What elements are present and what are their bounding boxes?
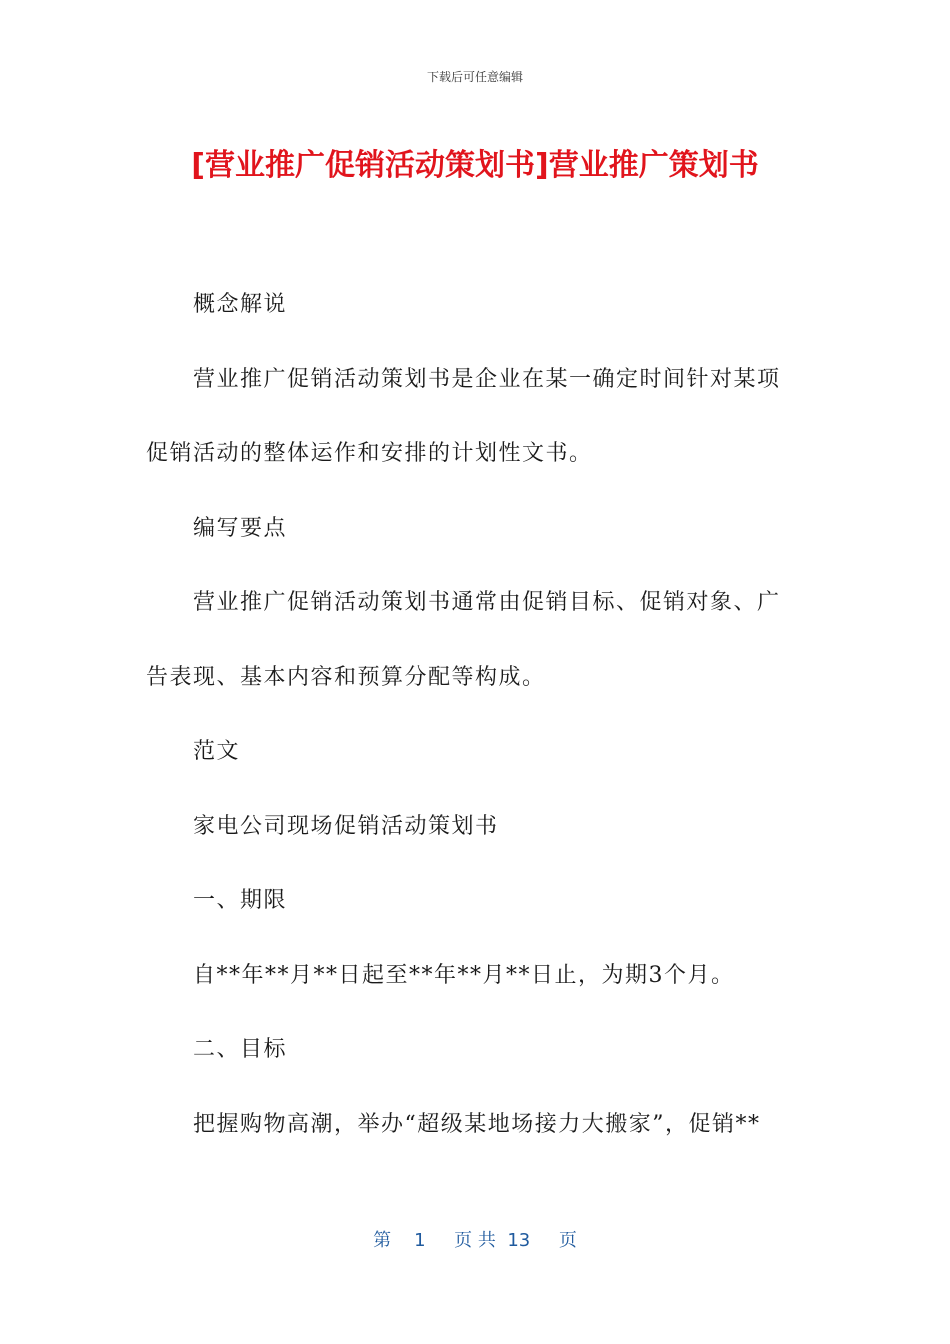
paragraph: 范文 (193, 739, 241, 764)
paragraph: 自**年**月**日起至**年**月**日止，为期3个月。 (193, 962, 735, 988)
document-body (146, 268, 796, 1162)
page-footer (0, 1226, 950, 1252)
paragraph: 编写要点 (193, 515, 288, 541)
footer-page-label: 第 (373, 1230, 392, 1251)
footer-total-pages: 13 (507, 1230, 531, 1251)
paragraph: 营业推广促销活动策划书通常由促销目标、促销对象、广告表现、基本内容和预算分配等构成。 (146, 590, 781, 690)
paragraph: 营业推广促销活动策划书是企业在某一确定时间针对某项促销活动的整体运作和安排的计划性文书。 (146, 366, 781, 466)
header-note: 下载后可任意编辑 (426, 70, 523, 84)
paragraph: 一、期限 (193, 888, 288, 913)
paragraph: 家电公司现场促销活动策划书 (193, 813, 499, 839)
footer-current-page: 1 (414, 1230, 426, 1251)
paragraph: 概念解说 (193, 292, 288, 317)
footer-page-suffix: 页 (558, 1230, 577, 1251)
paragraph: 把握购物高潮，举办“超级某地场接力大搬家”，促销** (193, 1111, 761, 1137)
document-title: [营业推广促销活动策划书]营业推广策划书 (191, 148, 759, 183)
footer-total-label: 页 共 (454, 1230, 496, 1251)
paragraph: 二、目标 (193, 1037, 288, 1062)
